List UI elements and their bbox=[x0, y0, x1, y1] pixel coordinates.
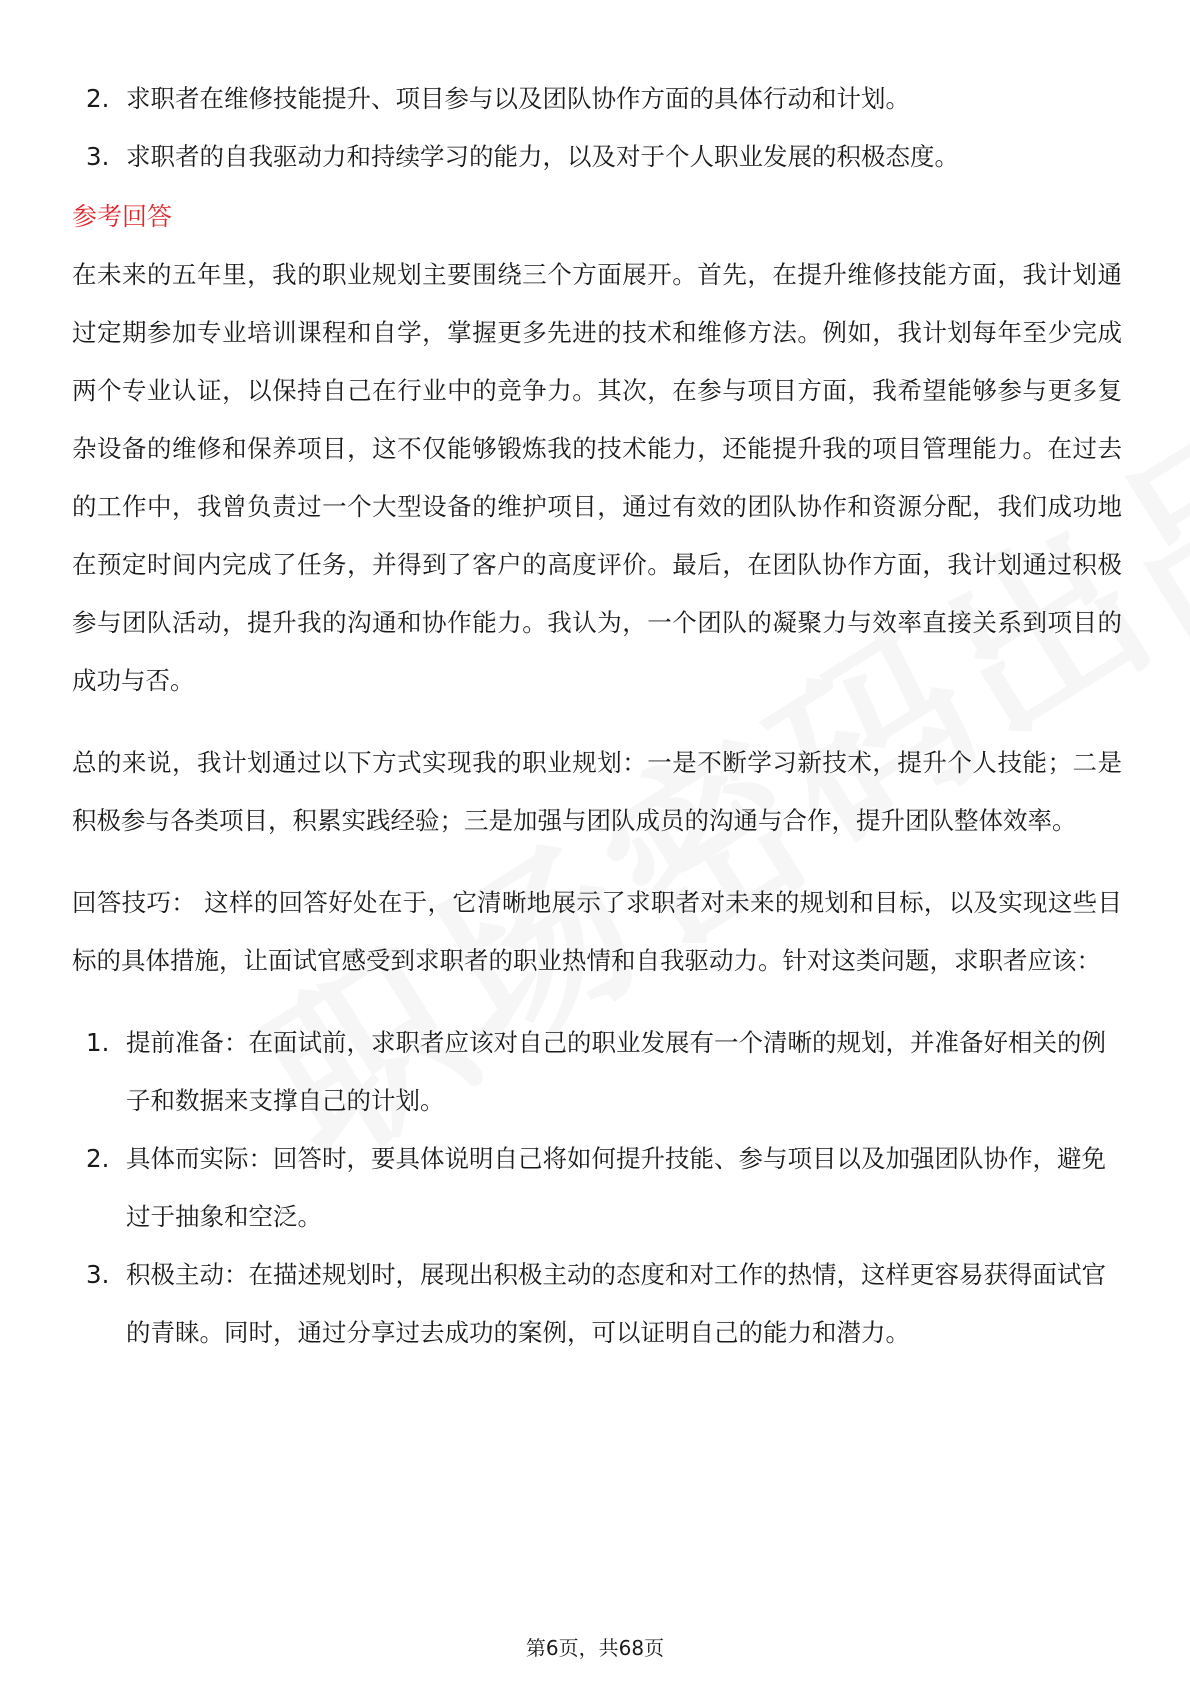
list-number: 3. bbox=[86, 1260, 110, 1289]
page-content bbox=[72, 70, 1122, 1362]
list-item-text: 求职者的自我驱动力和持续学习的能力，以及对于个人职业发展的积极态度。 bbox=[126, 142, 959, 171]
list-number: 1. bbox=[86, 1028, 110, 1057]
list-item bbox=[72, 70, 1122, 128]
page-footer: 第6页，共68页 bbox=[525, 1636, 665, 1660]
list-item bbox=[72, 128, 1122, 186]
list-item-text: 具体而实际：回答时，要具体说明自己将如何提升技能、参与项目以及加强团队协作，避免过于抽象和空泛。 bbox=[126, 1144, 1106, 1231]
section-title: 参考回答 bbox=[72, 202, 173, 231]
list-number: 3. bbox=[86, 142, 110, 171]
list-number: 2. bbox=[86, 84, 110, 113]
list-item-text: 提前准备：在面试前，求职者应该对自己的职业发展有一个清晰的规划，并准备好相关的例子和数据来支撑自己的计划。 bbox=[126, 1028, 1106, 1115]
answer-paragraph: 在未来的五年里，我的职业规划主要围绕三个方面展开。首先，在提升维修技能方面，我计划通过定期参加专业培训课程和自学，掌握更多先进的技术和维修方法。例如，我计划每年至少完成两个专业认证，以保持自己在行业中的竞争力。其次，在参与项目方面，我希望能够参与更多复杂设备的维修和保养项目，这不仅能够锻炼我的技术能力，还能提升我的项目管理能力。在过去的工作中，我曾负责过一个大型设备的维护项目，通过有效的团队协作和资源分配，我们成功地在预定时间内完成了任务，并得到了客户的高度评价。最后，在团队协作方面，我计划通过积极参与团队活动，提升我的沟通和协作能力。我认为，一个团队的凝聚力与效率直接关系到项目的成功与否。 bbox=[72, 260, 1122, 695]
list-item-text: 积极主动：在描述规划时，展现出积极主动的态度和对工作的热情，这样更容易获得面试官的青睐。同时，通过分享过去成功的案例，可以证明自己的能力和潜力。 bbox=[126, 1260, 1106, 1347]
tips-intro-paragraph: 回答技巧： 这样的回答好处在于，它清晰地展示了求职者对未来的规划和目标，以及实现这些目标的具体措施，让面试官感受到求职者的职业热情和自我驱动力。针对这类问题，求职者应该： bbox=[72, 888, 1122, 975]
list-item bbox=[72, 1246, 1122, 1362]
list-number: 2. bbox=[86, 1144, 110, 1173]
tips-list bbox=[72, 1014, 1122, 1362]
list-item bbox=[72, 1130, 1122, 1246]
summary-paragraph: 总的来说，我计划通过以下方式实现我的职业规划：一是不断学习新技术，提升个人技能；二是积极参与各类项目，积累实践经验；三是加强与团队成员的沟通与合作，提升团队整体效率。 bbox=[72, 748, 1122, 835]
list-item-text: 求职者在维修技能提升、项目参与以及团队协作方面的具体行动和计划。 bbox=[126, 84, 910, 113]
criteria-list bbox=[72, 70, 1122, 186]
list-item bbox=[72, 1014, 1122, 1130]
